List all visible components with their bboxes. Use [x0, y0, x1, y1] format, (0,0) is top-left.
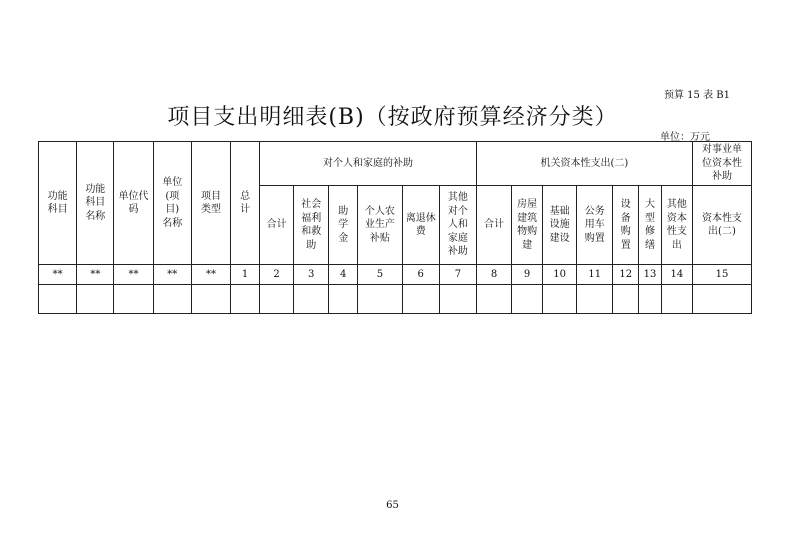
form-number: 预算 15 表 B1	[664, 90, 730, 101]
index-cell: 5	[358, 265, 402, 285]
header-g2-infrastructure: 基础 设施 建设	[543, 186, 577, 265]
header-g1-social-welfare: 社会 福利 和救 助	[294, 186, 329, 265]
header-unit-code: 单位代 码	[114, 142, 153, 265]
data-cell	[329, 285, 358, 314]
index-cell: 14	[661, 265, 692, 285]
header-group-individual-subsidy: 对个人和家庭的补助	[260, 142, 477, 186]
budget-table	[38, 141, 752, 314]
header-g1-other: 其他 对个 人和 家庭 补助	[439, 186, 476, 265]
page-title: 项目支出明细表(B)（按政府预算经济分类）	[167, 105, 618, 130]
header-g2-subtotal: 合计	[476, 186, 511, 265]
unit-label: 单位：万元	[660, 132, 710, 143]
header-g1-farm-subsidy: 个人农 业生产 补贴	[358, 186, 402, 265]
data-cell	[153, 285, 191, 314]
data-cell	[639, 285, 662, 314]
data-cell	[39, 285, 77, 314]
header-g2-building: 房屋 建筑 物购 建	[512, 186, 543, 265]
index-cell: 12	[613, 265, 639, 285]
index-cell: 2	[260, 265, 294, 285]
data-cell	[77, 285, 114, 314]
page-number: 65	[386, 500, 399, 511]
data-cell	[439, 285, 476, 314]
data-cell	[260, 285, 294, 314]
index-cell: 11	[577, 265, 613, 285]
data-cell	[692, 285, 751, 314]
index-cell: 10	[543, 265, 577, 285]
header-g1-subtotal: 合计	[260, 186, 294, 265]
index-cell: **	[39, 265, 77, 285]
header-unit-name: 单位 (项 目) 名称	[153, 142, 191, 265]
index-cell: **	[114, 265, 153, 285]
data-cell	[191, 285, 230, 314]
index-cell: 4	[329, 265, 358, 285]
header-g1-retirement: 离退休 费	[402, 186, 439, 265]
data-cell	[577, 285, 613, 314]
header-function-subject-name: 功能 科目 名称	[77, 142, 114, 265]
index-cell: 8	[476, 265, 511, 285]
index-cell: 15	[692, 265, 751, 285]
header-g2-vehicles: 公务 用车 购置	[577, 186, 613, 265]
data-cell	[543, 285, 577, 314]
header-function-subject: 功能 科目	[39, 142, 77, 265]
index-cell: **	[191, 265, 230, 285]
data-cell	[402, 285, 439, 314]
index-cell: 3	[294, 265, 329, 285]
index-cell: 1	[231, 265, 260, 285]
data-cell	[294, 285, 329, 314]
index-cell: 6	[402, 265, 439, 285]
index-row	[39, 265, 752, 285]
header-total: 总 计	[231, 142, 260, 265]
data-cell	[358, 285, 402, 314]
data-cell	[512, 285, 543, 314]
header-g3-capital: 资本性支 出(二)	[692, 186, 751, 265]
data-cell	[613, 285, 639, 314]
header-g2-other: 其他 资本 性支 出	[661, 186, 692, 265]
data-cell	[114, 285, 153, 314]
header-group-capital-expenditure: 机关资本性支出(二)	[476, 142, 692, 186]
header-g1-student-aid: 助 学 金	[329, 186, 358, 265]
header-project-type: 项目 类型	[191, 142, 230, 265]
index-cell: **	[153, 265, 191, 285]
index-cell: **	[77, 265, 114, 285]
header-group-institution-subsidy: 对事业单 位资本性 补助	[692, 142, 751, 186]
header-g2-repairs: 大 型 修 缮	[639, 186, 662, 265]
index-cell: 13	[639, 265, 662, 285]
index-cell: 9	[512, 265, 543, 285]
header-g2-equipment: 设 备 购 置	[613, 186, 639, 265]
data-cell	[661, 285, 692, 314]
data-cell	[476, 285, 511, 314]
data-cell	[231, 285, 260, 314]
empty-data-row	[39, 285, 752, 314]
index-cell: 7	[439, 265, 476, 285]
